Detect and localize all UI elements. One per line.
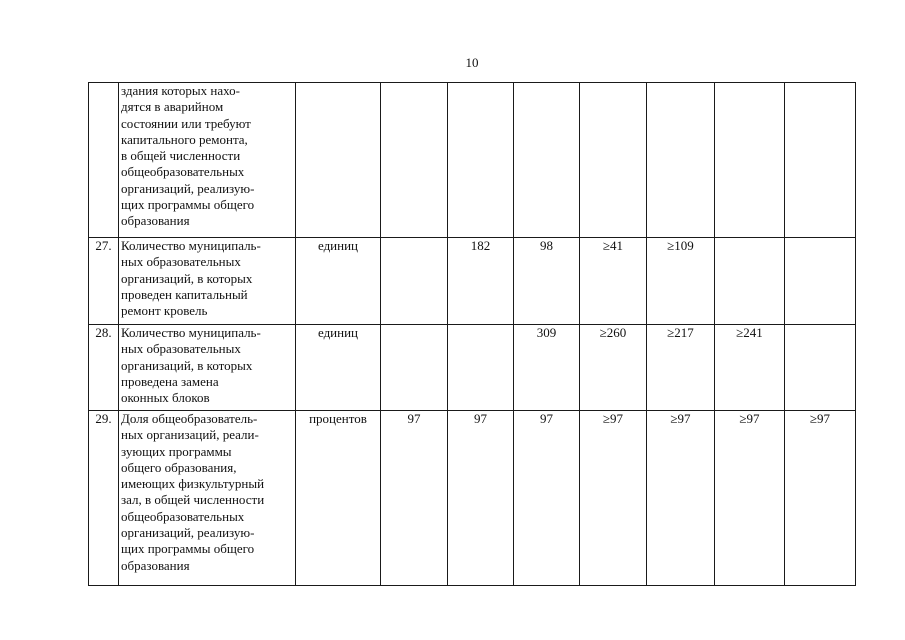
- value-cell: 309: [514, 325, 580, 411]
- value-cell: ≥41: [580, 238, 647, 325]
- value-cell: ≥97: [715, 411, 785, 586]
- indicator-name-line: Количество муниципаль-: [121, 238, 261, 253]
- table-row: [89, 325, 856, 411]
- indicator-name-line: организаций, реализую-: [121, 180, 255, 196]
- indicator-name-line: здания которых нахо-: [121, 83, 240, 98]
- value-cell: 97: [448, 411, 514, 586]
- indicator-name-line: ремонт кровель: [121, 303, 208, 319]
- table-row: [89, 411, 856, 586]
- indicator-name-line: образования: [121, 213, 190, 229]
- indicator-name-line: щих программы общего: [121, 541, 255, 557]
- indicator-name-line: капитального ремонта,: [121, 131, 248, 147]
- indicator-name-line: зал, в общей численности: [121, 492, 265, 508]
- value-cell: 182: [448, 238, 514, 325]
- indicators-table: [88, 82, 856, 586]
- value-cell: ≥109: [647, 238, 715, 325]
- value-cell: [448, 83, 514, 238]
- indicator-name-line: проведен капитальный: [121, 286, 248, 302]
- value-cell: [448, 325, 514, 411]
- value-cell: [715, 83, 785, 238]
- value-cell: [381, 325, 448, 411]
- value-cell: [514, 83, 580, 238]
- indicator-name-line: зующих программы: [121, 443, 232, 459]
- indicator-name-line: ных организаций, реали-: [121, 427, 259, 443]
- value-cell: [785, 83, 856, 238]
- indicator-name-line: щих программы общего: [121, 197, 255, 213]
- indicator-name-line: организаций, реализую-: [121, 525, 255, 541]
- unit-cell: единиц: [296, 325, 381, 411]
- indicator-name-line: организаций, в которых: [121, 270, 253, 286]
- table-row: [89, 238, 856, 325]
- value-cell: ≥241: [715, 325, 785, 411]
- indicator-name-line: общеобразовательных: [121, 164, 245, 180]
- row-number: 28.: [89, 325, 119, 411]
- table-row: [89, 83, 856, 238]
- indicator-name-line: общеобразовательных: [121, 508, 245, 524]
- indicator-name-line: ных образовательных: [121, 341, 241, 357]
- value-cell: [381, 83, 448, 238]
- value-cell: ≥217: [647, 325, 715, 411]
- indicator-name-line: образования: [121, 557, 190, 573]
- value-cell: ≥97: [785, 411, 856, 586]
- indicator-name-line: общего образования,: [121, 459, 237, 475]
- indicator-name-line: организаций, в которых: [121, 357, 253, 373]
- row-number: 29.: [89, 411, 119, 586]
- unit-cell: процентов: [296, 411, 381, 586]
- value-cell: [785, 325, 856, 411]
- value-cell: ≥260: [580, 325, 647, 411]
- page-number: 10: [465, 55, 479, 70]
- indicator-name-line: Доля общеобразователь-: [121, 411, 258, 426]
- indicator-name: [119, 411, 296, 586]
- unit-cell: [296, 83, 381, 238]
- indicator-name-line: имеющих физкультурный: [121, 476, 265, 492]
- value-cell: 98: [514, 238, 580, 325]
- indicator-name: [119, 238, 296, 325]
- row-number: 27.: [89, 238, 119, 325]
- indicator-name-line: ных образовательных: [121, 254, 241, 270]
- value-cell: ≥97: [647, 411, 715, 586]
- indicator-name-line: Количество муниципаль-: [121, 325, 261, 340]
- indicator-name-line: состоянии или требуют: [121, 115, 251, 131]
- unit-cell: единиц: [296, 238, 381, 325]
- indicator-name-line: оконных блоков: [121, 390, 210, 406]
- value-cell: [580, 83, 647, 238]
- value-cell: [715, 238, 785, 325]
- value-cell: [785, 238, 856, 325]
- indicator-name-line: проведена замена: [121, 373, 219, 389]
- value-cell: 97: [514, 411, 580, 586]
- value-cell: ≥97: [580, 411, 647, 586]
- value-cell: [381, 238, 448, 325]
- indicator-name-line: дятся в аварийном: [121, 99, 224, 115]
- value-cell: [647, 83, 715, 238]
- indicator-name: [119, 325, 296, 411]
- indicator-name-line: в общей численности: [121, 148, 241, 164]
- value-cell: 97: [381, 411, 448, 586]
- indicator-name: [119, 83, 296, 238]
- row-number: [89, 83, 119, 238]
